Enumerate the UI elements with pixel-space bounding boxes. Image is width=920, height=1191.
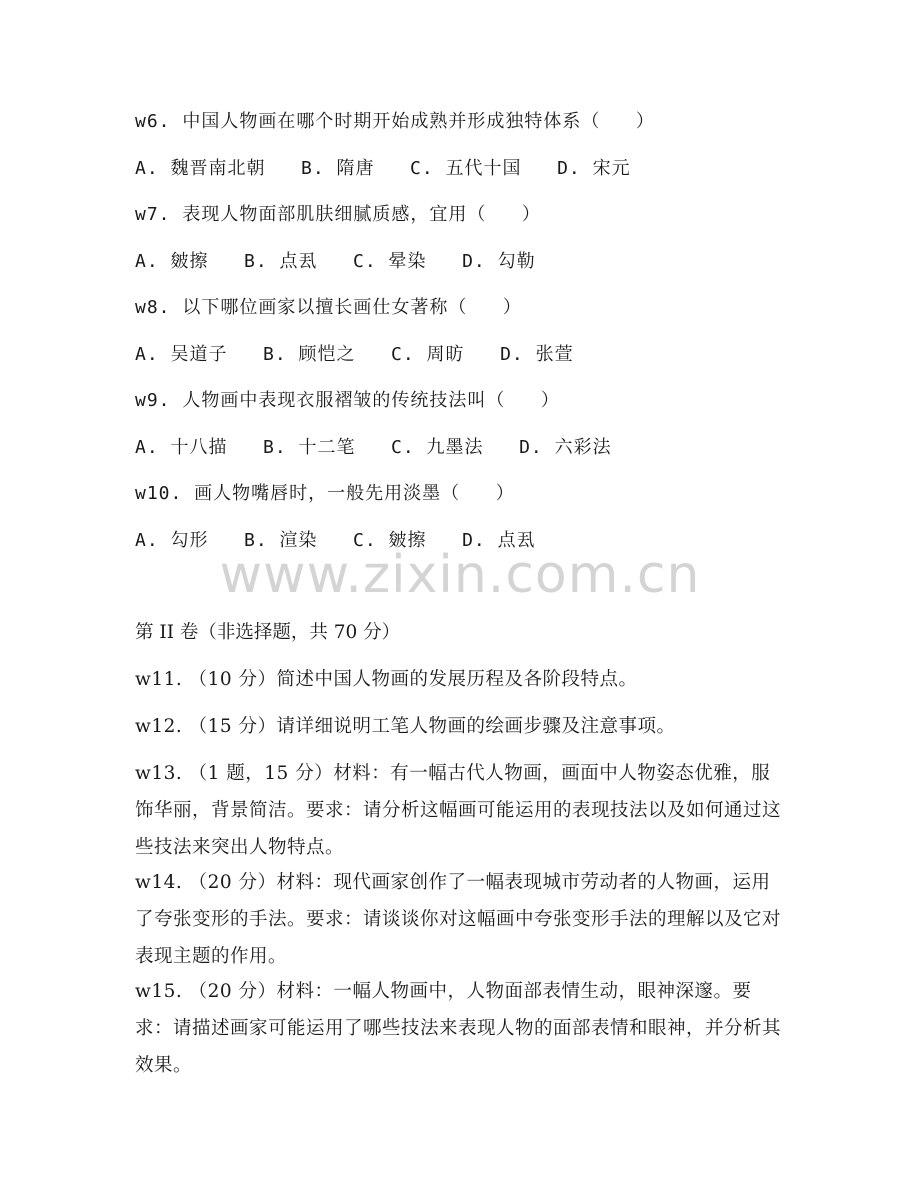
question-options-w10: A. 勾形 B. 渲染 C. 皴擦 D. 点厾 (135, 530, 536, 551)
section-title: 第 II 卷（非选择题，共 70 分） (135, 622, 401, 643)
question-options-w8: A. 吴道子 B. 顾恺之 C. 周昉 D. 张萱 (135, 344, 574, 365)
question-stem-w10: w10. 画人物嘴唇时，一般先用淡墨（ ） (135, 483, 515, 504)
essay-question-w12: w12. （15 分）请详细说明工笔人物画的绘画步骤及注意事项。 (135, 716, 676, 737)
question-stem-w7: w7. 表现人物面部肌肤细腻质感，宜用（ ） (135, 204, 541, 225)
essay-question-w13: w13. （1 题，15 分）材料：有一幅古代人物画，画面中人物姿态优雅，服饰华丽，背景简洁。要求：请分析这幅画可能运用的表现技法以及如何通过这些技法来突出人物特点。 (135, 763, 782, 858)
question-stem-w9: w9. 人物画中表现衣服褶皱的传统技法叫（ ） (135, 390, 560, 411)
watermark: www.zixin.com.cn (219, 545, 701, 605)
essay-question-w14: w14. （20 分）材料：现代画家创作了一幅表现城市劳动者的人物画，运用了夸张变形的手法。要求：请谈谈你对这幅画中夸张变形手法的理解以及它对表现主题的作用。 (135, 872, 782, 967)
question-stem-w8: w8. 以下哪位画家以擅长画仕女著称（ ） (135, 297, 522, 318)
question-stem-w6: w6. 中国人物画在哪个时期开始成熟并形成独特体系（ ） (135, 111, 655, 132)
essay-question-w15: w15. （20 分）材料：一幅人物画中，人物面部表情生动，眼神深邃。要求：请描述画家可能运用了哪些技法来表现人物的面部表情和眼神，并分析其效果。 (135, 981, 782, 1076)
question-options-w6: A. 魏晋南北朝 B. 隋唐 C. 五代十国 D. 宋元 (135, 158, 631, 179)
question-options-w7: A. 皴擦 B. 点厾 C. 晕染 D. 勾勒 (135, 251, 536, 272)
essay-question-w11: w11. （10 分）简述中国人物画的发展历程及各阶段特点。 (135, 669, 638, 690)
question-options-w9: A. 十八描 B. 十二笔 C. 九墨法 D. 六彩法 (135, 437, 612, 458)
